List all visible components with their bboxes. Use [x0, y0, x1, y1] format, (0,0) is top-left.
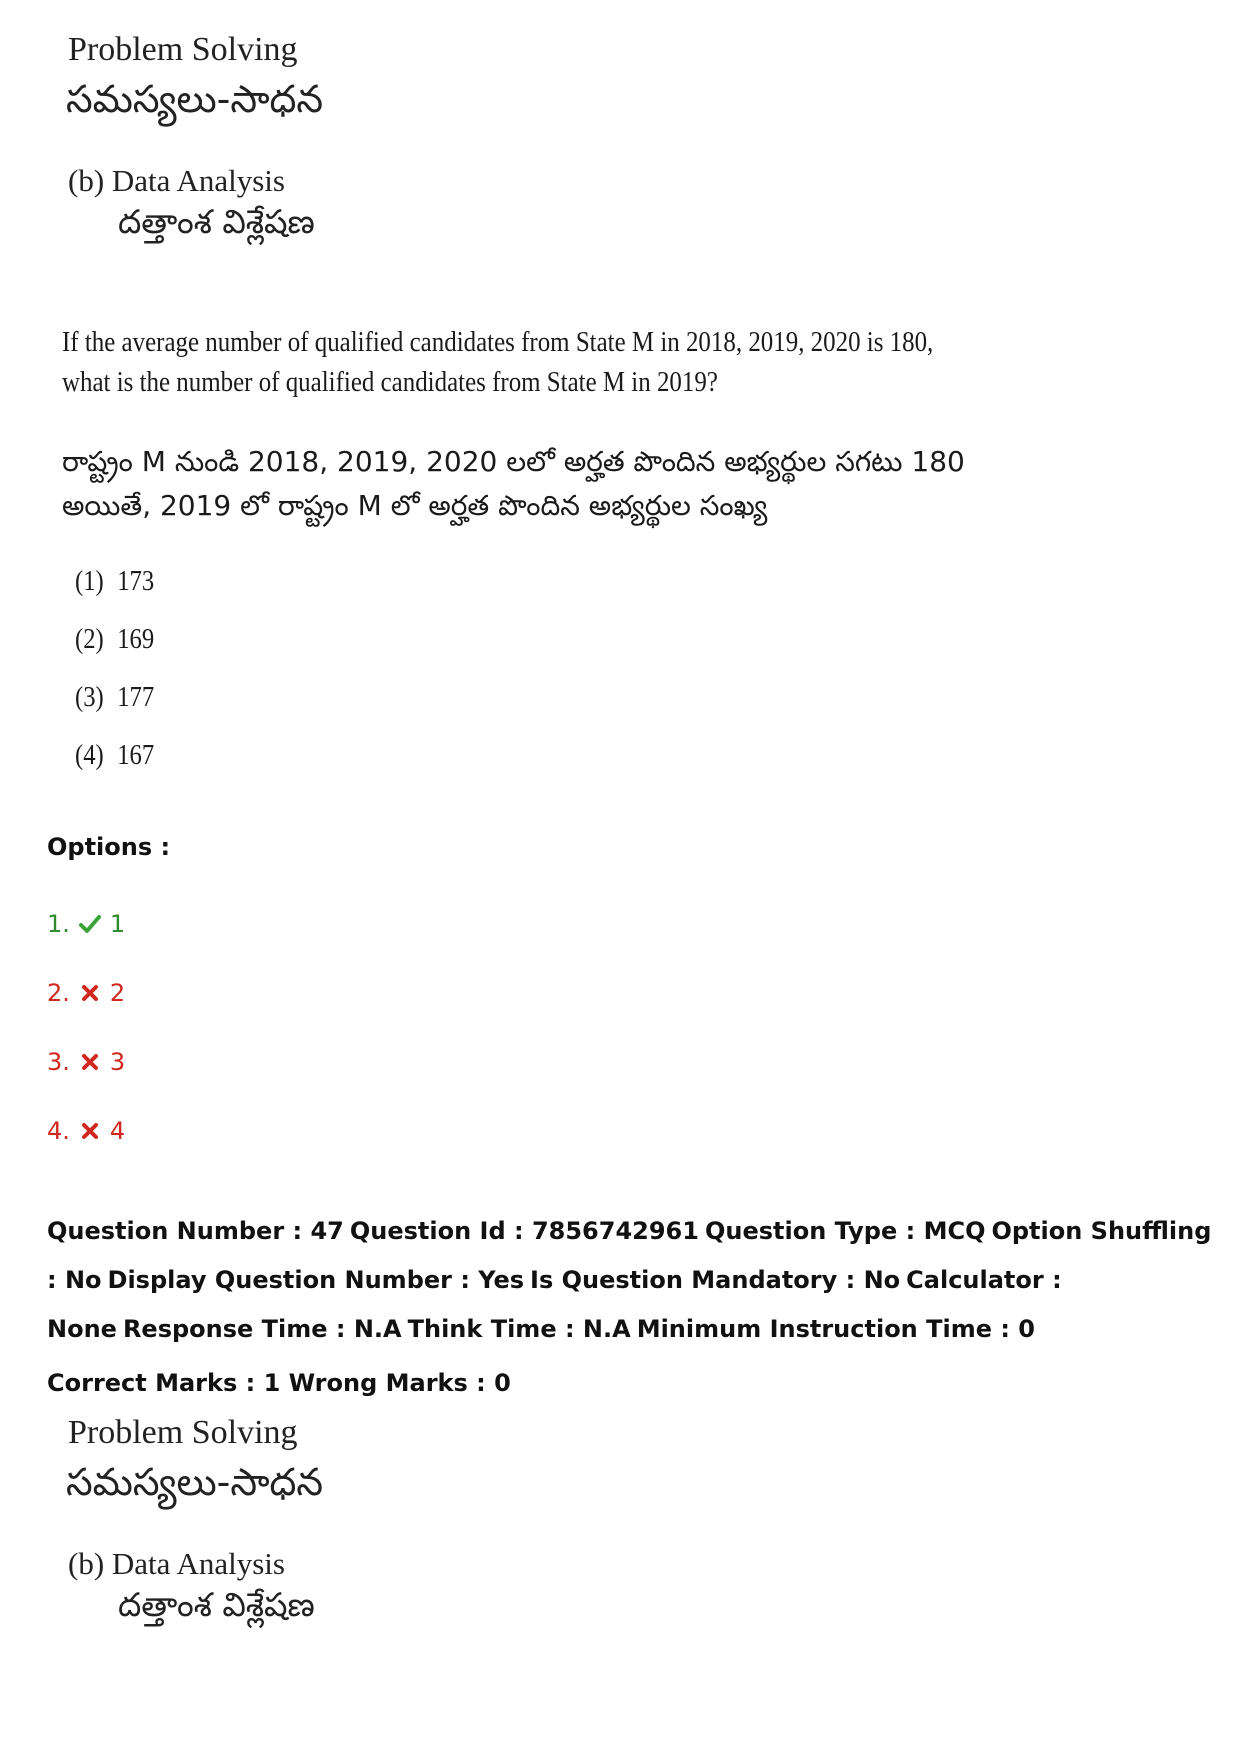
response-time: Response Time : N.A: [122, 1315, 402, 1343]
option-row-3: [47, 1047, 125, 1077]
question-text-te-line2: అయితే, 2019 లో రాష్ట్రం M లో అర్హత పొందిన అభ్యర్థుల సంఖ్య: [62, 489, 768, 522]
question-metadata: [47, 1207, 1217, 1354]
answer-choice: [75, 681, 154, 715]
answer-choice: [75, 739, 154, 773]
options-heading: Options :: [47, 833, 171, 861]
option-label: 4: [109, 1117, 126, 1145]
answer-choice: [75, 623, 154, 657]
option-shuffling: Option Shuffling : No: [47, 1217, 1212, 1294]
option-row-2: [47, 978, 125, 1008]
option-label: 3: [109, 1048, 126, 1076]
choice-number: (4): [75, 740, 104, 771]
choice-number: (2): [75, 624, 104, 655]
subsection-title: (b) Data Analysis: [68, 163, 285, 198]
think-time: Think Time : N.A: [407, 1315, 631, 1343]
question-text-te-line1: రాష్ట్రం M నుండి 2018, 2019, 2020 లలో అర్హత పొందిన అభ్యర్థుల సగటు 180: [62, 445, 965, 478]
option-index: 4.: [47, 1117, 70, 1145]
cross-icon: [78, 1119, 102, 1143]
min-instruction-time: Minimum Instruction Time : 0: [636, 1315, 1036, 1343]
choice-value: 169: [117, 624, 155, 655]
question-number: Question Number : 47: [47, 1217, 344, 1245]
is-mandatory: Is Question Mandatory : No: [530, 1266, 901, 1294]
choice-value: 177: [117, 682, 155, 713]
option-label: 1: [109, 910, 126, 938]
display-question-number: Display Question Number : Yes: [107, 1266, 525, 1294]
option-index: 3.: [47, 1048, 70, 1076]
marks-info: Correct Marks : 1 Wrong Marks : 0: [47, 1369, 511, 1397]
subsection-title-telugu: దత్తాంశ విశ్లేషణ: [118, 1585, 315, 1624]
option-row-4: [47, 1116, 125, 1146]
section-title-telugu: సమస్యలు-సాధన: [66, 1460, 324, 1504]
subsection-title-telugu: దత్తాంశ విశ్లేషణ: [118, 202, 315, 241]
choice-value: 173: [117, 566, 155, 597]
question-text-en-line2: what is the number of qualified candidates from State M in 2019?: [62, 366, 718, 398]
choice-number: (1): [75, 566, 104, 597]
question-id: Question Id : 7856742961: [349, 1217, 699, 1245]
cross-icon: [78, 981, 102, 1005]
question-text-en-line1: If the average number of qualified candidates from State M in 2018, 2019, 2020 is 180,: [62, 326, 934, 358]
option-index: 1.: [47, 910, 70, 938]
calculator: Calculator : None: [47, 1266, 1062, 1343]
section-title-telugu: సమస్యలు-సాధన: [66, 77, 324, 121]
choice-value: 167: [117, 740, 155, 771]
section-title: Problem Solving: [68, 31, 298, 68]
cross-icon: [78, 1050, 102, 1074]
option-label: 2: [109, 979, 126, 1007]
answer-choice: [75, 565, 154, 599]
option-index: 2.: [47, 979, 70, 1007]
option-row-1: [47, 909, 125, 939]
subsection-title: (b) Data Analysis: [68, 1546, 285, 1581]
section-title: Problem Solving: [68, 1414, 298, 1451]
choice-number: (3): [75, 682, 104, 713]
question-type: Question Type : MCQ: [704, 1217, 986, 1245]
check-icon: [78, 912, 102, 936]
